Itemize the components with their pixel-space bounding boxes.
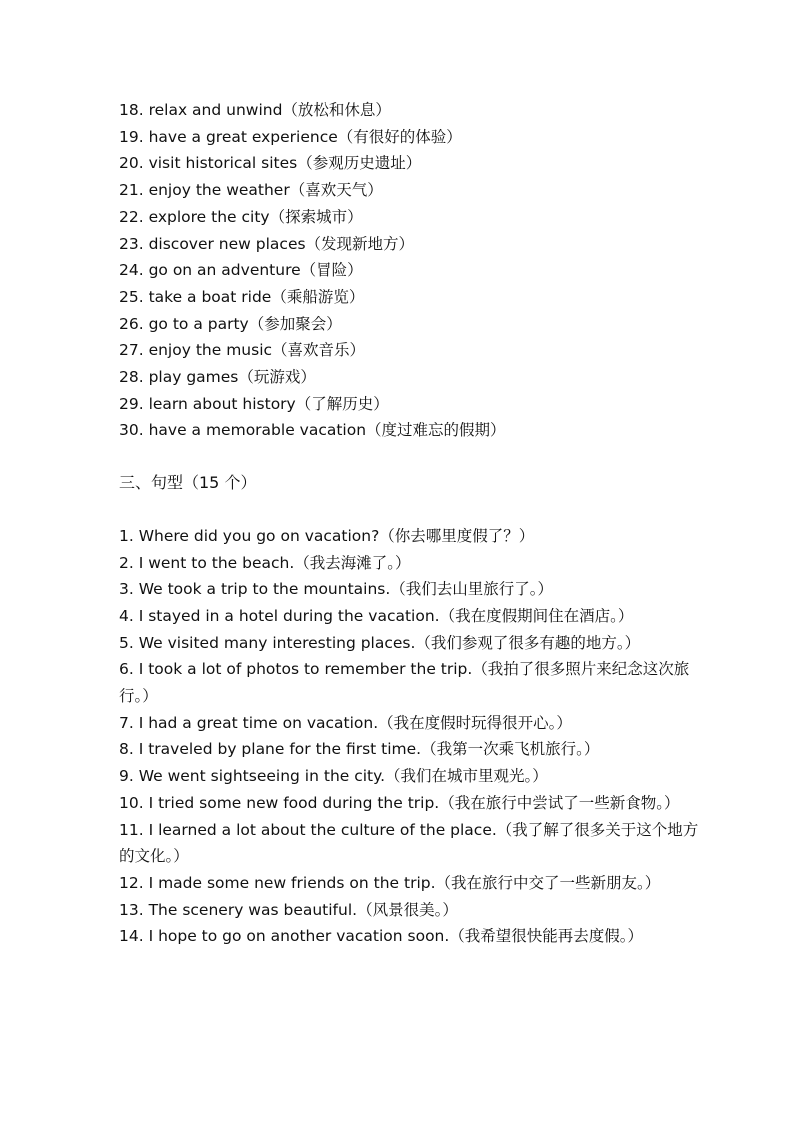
phrase-list bbox=[119, 97, 699, 444]
sentence-item: 5. We visited many interesting places.（我们参观了很多有趣的地方。） bbox=[119, 633, 641, 652]
phrase-item: 26. go to a party（参加聚会） bbox=[119, 314, 342, 333]
phrase-item: 21. enjoy the weather（喜欢天气） bbox=[119, 181, 383, 200]
document-page bbox=[119, 97, 699, 950]
sentence-item: 7. I had a great time on vacation.（我在度假时玩得很开心。） bbox=[119, 713, 572, 732]
sentence-list bbox=[119, 523, 699, 950]
sentence-item: 2. I went to the beach.（我去海滩了。） bbox=[119, 553, 411, 572]
sentence-item: 3. We took a trip to the mountains.（我们去山里旅行了。） bbox=[119, 580, 554, 599]
phrase-item: 29. learn about history（了解历史） bbox=[119, 394, 389, 413]
phrase-item: 23. discover new places（发现新地方） bbox=[119, 234, 415, 253]
sentence-item: 6. I took a lot of photos to remember the trip.（我拍了很多照片来纪念这次旅行。） bbox=[119, 660, 690, 706]
sentence-item: 8. I traveled by plane for the first time.（我第一次乘飞机旅行。） bbox=[119, 740, 600, 759]
phrase-item: 30. have a memorable vacation（度过难忘的假期） bbox=[119, 421, 506, 440]
sentence-item: 4. I stayed in a hotel during the vacation.（我在度假期间住在酒店。） bbox=[119, 606, 634, 625]
sentence-item: 11. I learned a lot about the culture of the place.（我了解了很多关于这个地方的文化。） bbox=[119, 820, 699, 866]
sentence-item: 10. I tried some new food during the trip.（我在旅行中尝试了一些新食物。） bbox=[119, 793, 680, 812]
section-title: 三、句型（15 个） bbox=[119, 473, 257, 493]
sentence-item: 14. I hope to go on another vacation soon.（我希望很快能再去度假。） bbox=[119, 927, 644, 946]
phrase-item: 22. explore the city（探索城市） bbox=[119, 207, 363, 226]
sentence-item: 9. We went sightseeing in the city.（我们在城市里观光。） bbox=[119, 767, 548, 786]
sentence-item: 1. Where did you go on vacation?（你去哪里度假了？） bbox=[119, 526, 535, 545]
phrase-item: 20. visit historical sites（参观历史遗址） bbox=[119, 154, 422, 173]
phrase-item: 25. take a boat ride（乘船游览） bbox=[119, 287, 365, 306]
phrase-item: 28. play games（玩游戏） bbox=[119, 368, 316, 387]
sentence-item: 12. I made some new friends on the trip.（我在旅行中交了一些新朋友。） bbox=[119, 873, 661, 892]
phrase-item: 27. enjoy the music（喜欢音乐） bbox=[119, 341, 366, 360]
phrase-item: 24. go on an adventure（冒险） bbox=[119, 261, 363, 280]
phrase-item: 19. have a great experience（有很好的体验） bbox=[119, 127, 462, 146]
sentence-item: 13. The scenery was beautiful.（风景很美。） bbox=[119, 900, 458, 919]
phrase-item: 18. relax and unwind（放松和休息） bbox=[119, 101, 391, 119]
